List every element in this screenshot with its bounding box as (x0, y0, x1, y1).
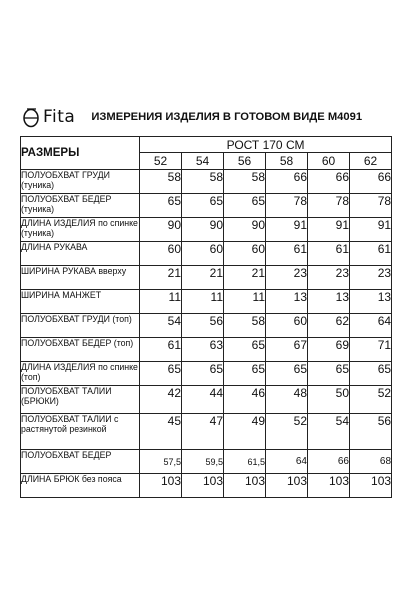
measurement-value: 65 (182, 362, 224, 386)
measurement-value: 42 (140, 386, 182, 414)
table-row (21, 218, 392, 242)
size-header-cell: 60 (308, 153, 350, 170)
measurement-value: 103 (308, 474, 350, 498)
measurement-value: 21 (182, 266, 224, 290)
measurement-value: 60 (266, 314, 308, 338)
measurement-value: 60 (224, 242, 266, 266)
height-header: РОСТ 170 СМ (140, 137, 392, 153)
measurement-value: 44 (182, 386, 224, 414)
measurement-label: ПОЛУОБХВАТ ТАЛИИ с растянутой резинкой (21, 414, 140, 450)
measurement-value: 56 (182, 314, 224, 338)
measurement-value: 65 (182, 194, 224, 218)
measurement-label: ПОЛУОБХВАТ БЕДЕР (туника) (21, 194, 140, 218)
measurement-value: 46 (224, 386, 266, 414)
document-header (22, 100, 392, 134)
document-title: ИЗМЕРЕНИЯ ИЗДЕЛИЯ В ГОТОВОМ ВИДЕ М4091 (91, 111, 363, 123)
measurement-value: 71 (350, 338, 392, 362)
size-chart-table (20, 136, 392, 498)
measurement-value: 59,5 (182, 450, 224, 474)
table-header-row (21, 137, 392, 153)
table-row (21, 242, 392, 266)
measurement-value: 65 (140, 362, 182, 386)
measurement-value: 61,5 (224, 450, 266, 474)
measurement-value: 57,5 (140, 450, 182, 474)
measurement-label: ШИРИНА МАНЖЕТ (21, 290, 140, 314)
measurement-value: 11 (224, 290, 266, 314)
table-row (21, 194, 392, 218)
brand-logo (22, 106, 75, 128)
measurement-value: 66 (308, 450, 350, 474)
measurement-value: 61 (140, 338, 182, 362)
measurement-value: 103 (182, 474, 224, 498)
measurement-value: 13 (308, 290, 350, 314)
measurement-value: 50 (308, 386, 350, 414)
measurement-value: 90 (224, 218, 266, 242)
measurement-value: 91 (308, 218, 350, 242)
measurement-value: 61 (266, 242, 308, 266)
measurement-value: 65 (266, 362, 308, 386)
table-row (21, 314, 392, 338)
measurement-value: 78 (308, 194, 350, 218)
measurement-value: 13 (350, 290, 392, 314)
measurement-value: 63 (182, 338, 224, 362)
measurement-value: 90 (182, 218, 224, 242)
measurement-value: 52 (350, 386, 392, 414)
measurement-value: 61 (350, 242, 392, 266)
measurement-value: 78 (266, 194, 308, 218)
measurement-value: 48 (266, 386, 308, 414)
measurement-value: 58 (224, 170, 266, 194)
measurement-value: 54 (140, 314, 182, 338)
measurement-label: ДЛИНА ИЗДЕЛИЯ по спинке (топ) (21, 362, 140, 386)
measurement-value: 23 (266, 266, 308, 290)
measurement-value: 66 (308, 170, 350, 194)
measurement-value: 67 (266, 338, 308, 362)
measurement-label: ПОЛУОБХВАТ ГРУДИ (туника) (21, 170, 140, 194)
measurement-value: 45 (140, 414, 182, 450)
brand-name: Fita (43, 107, 76, 127)
measurement-value: 58 (224, 314, 266, 338)
measurement-label: ПОЛУОБХВАТ БЕДЕР (21, 450, 140, 474)
measurement-label: ШИРИНА РУКАВА вверху (21, 266, 140, 290)
size-header-cell: 56 (224, 153, 266, 170)
size-header-cell: 52 (140, 153, 182, 170)
measurement-value: 64 (350, 314, 392, 338)
table-row (21, 338, 392, 362)
measurement-value: 54 (308, 414, 350, 450)
measurement-value: 66 (350, 170, 392, 194)
size-header-cell: 58 (266, 153, 308, 170)
measurement-value: 78 (350, 194, 392, 218)
measurement-value: 68 (350, 450, 392, 474)
table-row (21, 290, 392, 314)
measurements-body (21, 170, 392, 498)
measurement-value: 23 (350, 266, 392, 290)
measurement-value: 49 (224, 414, 266, 450)
measurement-value: 66 (266, 170, 308, 194)
measurement-value: 21 (140, 266, 182, 290)
sizes-header: РАЗМЕРЫ (21, 137, 140, 170)
table-row (21, 386, 392, 414)
measurement-value: 91 (266, 218, 308, 242)
table-row (21, 414, 392, 450)
measurement-value: 11 (140, 290, 182, 314)
measurement-label: ПОЛУОБХВАТ БЕДЕР (топ) (21, 338, 140, 362)
measurement-value: 11 (182, 290, 224, 314)
measurement-value: 65 (140, 194, 182, 218)
measurement-value: 23 (308, 266, 350, 290)
measurement-value: 52 (266, 414, 308, 450)
fita-logo-icon (22, 106, 40, 128)
table-row (21, 474, 392, 498)
measurement-value: 103 (350, 474, 392, 498)
measurement-label: ПОЛУОБХВАТ ГРУДИ (топ) (21, 314, 140, 338)
measurement-value: 13 (266, 290, 308, 314)
measurement-label: ПОЛУОБХВАТ ТАЛИИ (БРЮКИ) (21, 386, 140, 414)
measurement-label: ДЛИНА ИЗДЕЛИЯ по спинке (туника) (21, 218, 140, 242)
measurement-value: 103 (140, 474, 182, 498)
measurement-value: 62 (308, 314, 350, 338)
size-header-cell: 62 (350, 153, 392, 170)
measurement-value: 91 (350, 218, 392, 242)
measurement-value: 60 (182, 242, 224, 266)
measurement-value: 58 (140, 170, 182, 194)
table-row (21, 362, 392, 386)
measurement-value: 65 (224, 362, 266, 386)
measurement-value: 64 (266, 450, 308, 474)
measurement-value: 65 (350, 362, 392, 386)
table-row (21, 170, 392, 194)
measurement-value: 69 (308, 338, 350, 362)
measurement-value: 65 (308, 362, 350, 386)
measurement-value: 60 (140, 242, 182, 266)
measurement-value: 65 (224, 338, 266, 362)
table-row (21, 450, 392, 474)
measurement-label: ДЛИНА БРЮК без пояса (21, 474, 140, 498)
measurement-value: 21 (224, 266, 266, 290)
measurement-value: 58 (182, 170, 224, 194)
measurement-value: 56 (350, 414, 392, 450)
measurement-value: 47 (182, 414, 224, 450)
size-header-cell: 54 (182, 153, 224, 170)
measurement-label: ДЛИНА РУКАВА (21, 242, 140, 266)
measurement-value: 61 (308, 242, 350, 266)
measurement-value: 65 (224, 194, 266, 218)
measurement-value: 103 (224, 474, 266, 498)
measurement-value: 90 (140, 218, 182, 242)
table-row (21, 266, 392, 290)
measurement-value: 103 (266, 474, 308, 498)
